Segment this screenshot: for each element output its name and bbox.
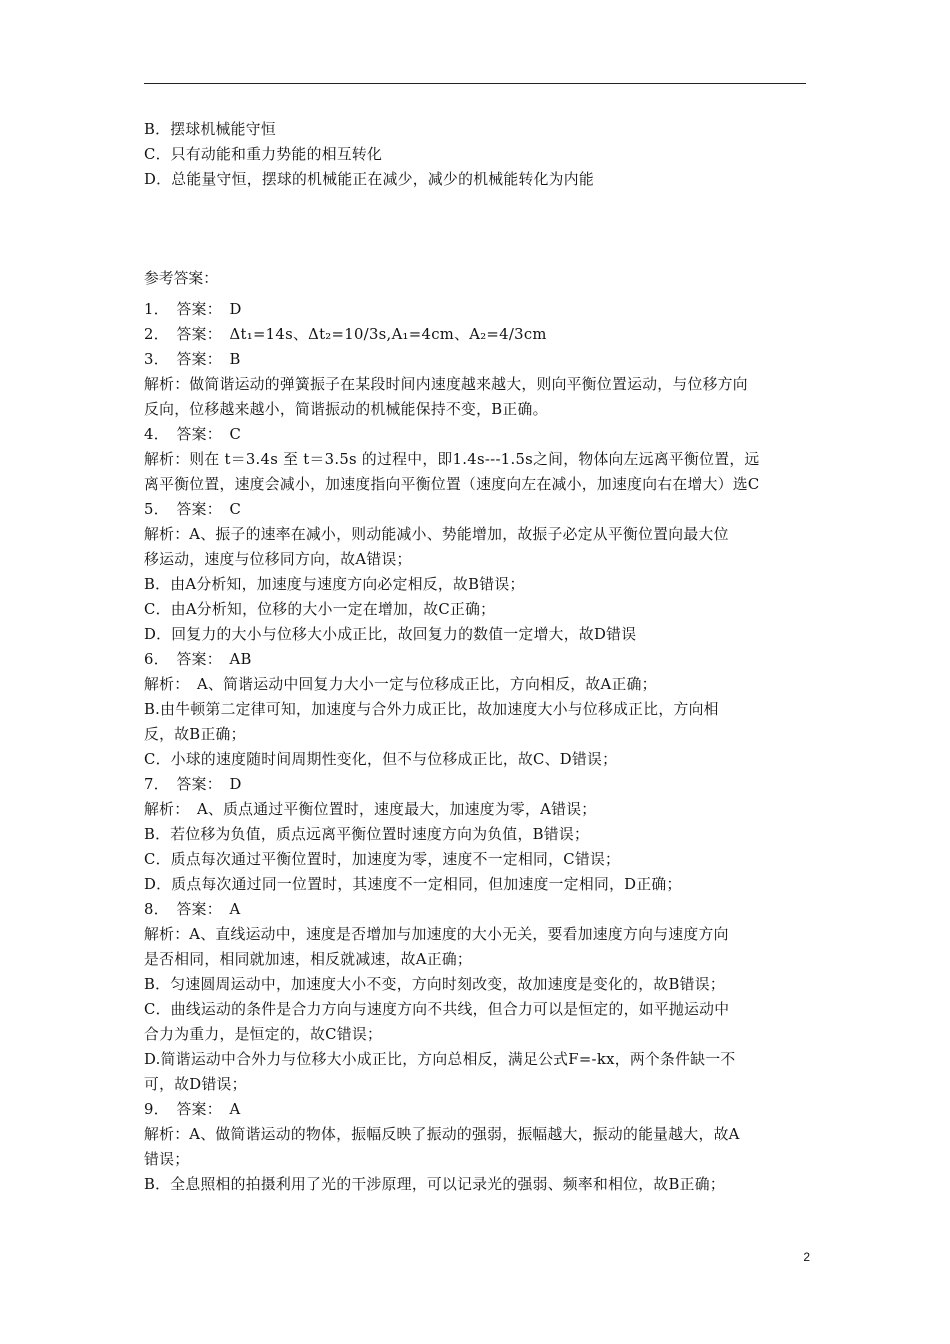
answer-line: B．全息照相的拍摄利用了光的干涉原理，可以记录光的强弱、频率和相位，故B正确； bbox=[144, 1176, 725, 1193]
answer-lines bbox=[144, 297, 814, 1197]
answer-line: 是否相同，相同就加速，相反就减速，故A正确； bbox=[144, 951, 473, 968]
answer-section bbox=[144, 266, 814, 1197]
answer-line: 解析： A、质点通过平衡位置时，速度最大，加速度为零，A错误； bbox=[144, 801, 597, 818]
answer-line: C．曲线运动的条件是合力方向与速度方向不共线，但合力可以是恒定的，如平抛运动中 bbox=[144, 1001, 730, 1018]
answer-line: D.简谐运动中合外力与位移大小成正比，方向总相反，满足公式F=-kx，两个条件缺一不 bbox=[144, 1051, 736, 1068]
answer-line: 4． 答案： C bbox=[144, 426, 242, 443]
page-number: 2 bbox=[803, 1250, 810, 1264]
answer-line: B．匀速圆周运动中，加速度大小不变，方向时刻改变，故加速度是变化的，故B错误； bbox=[144, 976, 725, 993]
answer-line: 7． 答案： D bbox=[144, 776, 242, 793]
option-b: B．摆球机械能守恒 bbox=[144, 121, 276, 138]
answer-line: 解析：A、振子的速率在减小，则动能减小、势能增加，故振子必定从平衡位置向最大位 bbox=[144, 526, 729, 543]
answer-line: 解析： A、简谐运动中回复力大小一定与位移成正比，方向相反，故A正确； bbox=[144, 676, 657, 693]
answer-line: 合力为重力，是恒定的，故C错误； bbox=[144, 1026, 383, 1043]
option-c: C．只有动能和重力势能的相互转化 bbox=[144, 146, 383, 163]
answer-line: 离平衡位置，速度会减小，加速度指向平衡位置（速度向左在减小，加速度向右在增大）选C bbox=[144, 476, 760, 493]
answer-line: C．质点每次通过平衡位置时，加速度为零，速度不一定相同，C错误； bbox=[144, 851, 621, 868]
answer-line: 错误； bbox=[144, 1151, 190, 1168]
header-rule bbox=[144, 83, 806, 84]
answer-line: 可，故D错误； bbox=[144, 1076, 247, 1093]
answer-line: 8． 答案： A bbox=[144, 901, 241, 918]
answer-line: 6． 答案： AB bbox=[144, 651, 252, 668]
answer-line: 9． 答案： A bbox=[144, 1101, 241, 1118]
option-d: D．总能量守恒，摆球的机械能正在减少，减少的机械能转化为内能 bbox=[144, 171, 594, 188]
answers-title: 参考答案： bbox=[144, 270, 218, 287]
answer-line: 反，故B正确； bbox=[144, 726, 246, 743]
answer-line: 反向，位移越来越小，简谐振动的机械能保持不变，B正确。 bbox=[144, 401, 548, 418]
answer-line: B．由A分析知，加速度与速度方向必定相反，故B错误； bbox=[144, 576, 525, 593]
answer-line: 2． 答案： Δt₁=14s、Δt₂=10/3s,A₁=4cm、A₂=4/3cm bbox=[144, 326, 547, 343]
answer-line: 3． 答案： B bbox=[144, 351, 241, 368]
answer-line: 解析：A、做简谐运动的物体，振幅反映了振动的强弱，振幅越大，振动的能量越大，故A bbox=[144, 1126, 740, 1143]
question-options bbox=[144, 117, 814, 192]
answer-line: 解析：A、直线运动中，速度是否增加与加速度的大小无关，要看加速度方向与速度方向 bbox=[144, 926, 729, 943]
answer-line: B.由牛顿第二定律可知，加速度与合外力成正比，故加速度大小与位移成正比，方向相 bbox=[144, 701, 719, 718]
answer-line: B．若位移为负值，质点远离平衡位置时速度方向为负值，B错误； bbox=[144, 826, 590, 843]
answer-line: 移运动，速度与位移同方向，故A错误； bbox=[144, 551, 412, 568]
answer-line: D．质点每次通过同一位置时，其速度不一定相同，但加速度一定相同，D正确； bbox=[144, 876, 682, 893]
answer-line: 解析：则在 t＝3.4s 至 t＝3.5s 的过程中，即1.4s---1.5s之间，物体向左远离平衡位置，远 bbox=[144, 451, 760, 468]
answer-line: D．回复力的大小与位移大小成正比，故回复力的数值一定增大，故D错误 bbox=[144, 626, 637, 643]
answer-line: 解析：做简谐运动的弹簧振子在某段时间内速度越来越大，则向平衡位置运动，与位移方向 bbox=[144, 376, 748, 393]
answer-line: 1． 答案： D bbox=[144, 301, 242, 318]
answer-line: 5． 答案： C bbox=[144, 501, 242, 518]
answer-line: C．由A分析知，位移的大小一定在增加，故C正确； bbox=[144, 601, 496, 618]
answer-line: C．小球的速度随时间周期性变化，但不与位移成正比，故C、D错误； bbox=[144, 751, 618, 768]
